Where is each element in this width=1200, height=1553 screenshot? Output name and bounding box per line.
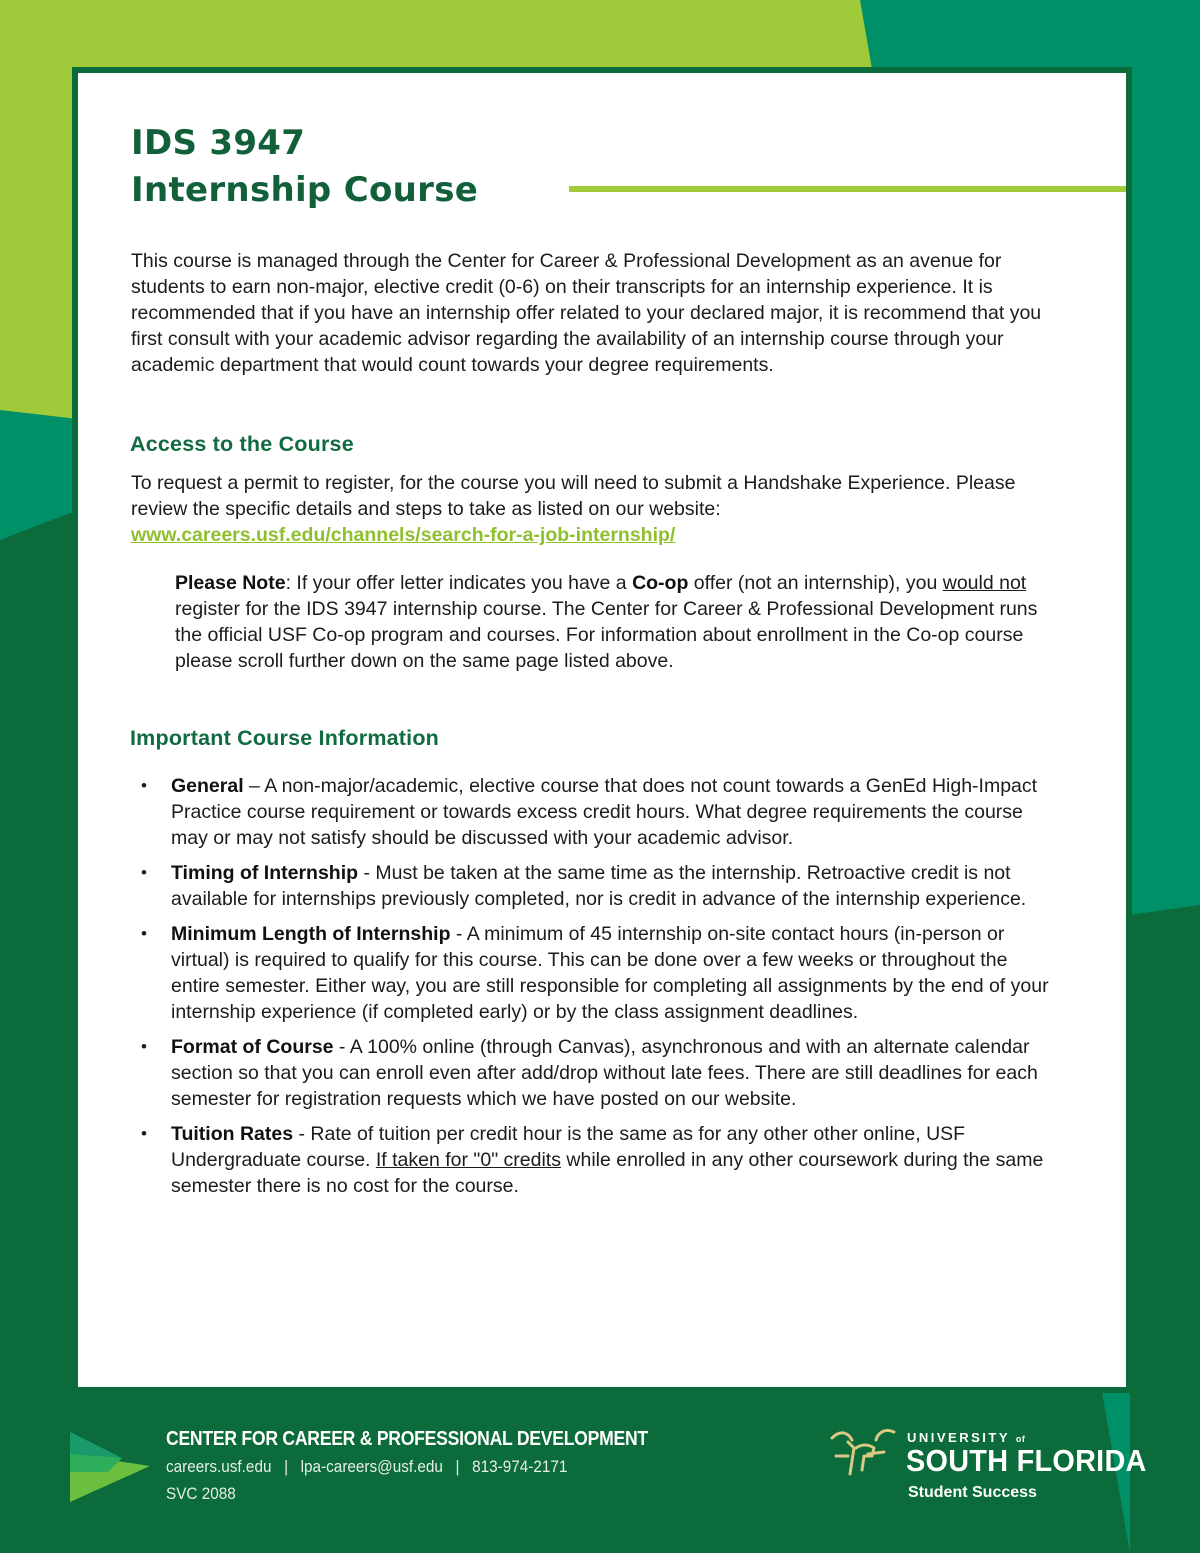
item-underlined: If taken for "0" credits — [375, 1149, 561, 1171]
footer-contact-line — [166, 1457, 567, 1477]
item-sep: - — [293, 1123, 311, 1145]
note-label: Please Note — [175, 572, 286, 594]
note-text-2: offer (not an internship), you — [688, 572, 943, 594]
list-item — [141, 921, 1061, 1025]
title-course-name: Internship Course — [131, 170, 479, 210]
bullet-icon: • — [141, 863, 147, 882]
list-item — [141, 1034, 1061, 1112]
info-heading: Important Course Information — [130, 726, 439, 750]
footer-separator: | — [284, 1457, 289, 1476]
info-list — [141, 773, 1061, 1208]
item-label: Timing of Internship — [171, 862, 359, 884]
item-text: Rate of tuition per credit hour is the same as for any other other online, USF Undergraduate course. — [171, 1123, 966, 1171]
item-sep: – — [243, 775, 265, 797]
footer-email[interactable]: lpa-careers@usf.edu — [300, 1457, 443, 1476]
note-text-3: register for the IDS 3947 internship course. The Center for Career & Professional Development runs the official USF Co-op program and courses. For information about enrollment in the Co-op course please scroll further down on the same page listed above. — [175, 598, 1038, 672]
usf-bull-logo-icon — [828, 1426, 898, 1480]
bullet-icon: • — [141, 1124, 147, 1143]
bullet-icon: • — [141, 776, 147, 795]
footer-phone: 813-974-2171 — [472, 1457, 568, 1476]
footer-website[interactable]: careers.usf.edu — [166, 1457, 272, 1476]
please-note — [175, 570, 1065, 674]
usf-of-word: of — [1015, 1434, 1026, 1444]
item-text: Must be taken at the same time as the internship. Retroactive credit is not available for internships previously completed, nor is credit in advance of the internship experience. — [171, 862, 1027, 910]
note-text-1: : If your offer letter indicates you have a — [285, 572, 633, 594]
footer-separator: | — [455, 1457, 460, 1476]
list-item — [141, 773, 1061, 851]
footer-location: SVC 2088 — [166, 1484, 236, 1503]
careers-website-link[interactable]: www.careers.usf.edu/channels/search-for-a-job-internship/ — [131, 524, 676, 546]
intro-paragraph: This course is managed through the Center for Career & Professional Development as an avenue for students to earn non-major, elective credit (0-6) on their transcripts for an internship experience. It is recommended that if you have an internship offer related to your declared major, it is recommend that you first consult with your academic advisor regarding the availability of an internship course through your academic department that would count towards your degree requirements. — [131, 250, 1042, 376]
item-sep: - — [450, 923, 467, 945]
page-title — [131, 120, 478, 214]
item-sep: - — [333, 1036, 350, 1058]
bullet-icon: • — [141, 924, 147, 943]
item-label: Minimum Length of Internship — [171, 923, 451, 945]
career-center-logo-icon — [68, 1432, 152, 1502]
list-item — [141, 860, 1061, 912]
item-text-2: while enrolled in any other coursework during the same semester there is no cost for the course. — [171, 1149, 1044, 1197]
center-name: CENTER FOR CAREER & PROFESSIONAL DEVELOPMENT — [166, 1428, 648, 1450]
item-text: A non-major/academic, elective course that does not count towards a GenEd High-Impact Practice course requirement or towards excess credit hours. What degree requirements the course may or may not satisfy should be discussed with your academic advisor. — [171, 775, 1038, 849]
item-label: Tuition Rates — [171, 1123, 294, 1145]
note-coop: Co-op — [632, 572, 689, 594]
note-would-not: would not — [942, 572, 1027, 594]
access-text: To request a permit to register, for the course you will need to submit a Handshake Experience. Please review the specific details and steps to take as listed on our website: — [131, 472, 1016, 520]
item-sep: - — [358, 862, 376, 884]
access-paragraph — [131, 470, 1071, 548]
list-item — [141, 1121, 1061, 1199]
usf-university-word: UNIVERSITY — [907, 1430, 1010, 1445]
title-rule — [569, 186, 1126, 192]
item-text: A 100% online (through Canvas), asynchronous and with an alternate calendar section so that you can enroll even after add/drop without late fees. There are still deadlines for each semester for registration requests which we have posted on our website. — [171, 1036, 1038, 1110]
access-heading: Access to the Course — [130, 432, 354, 456]
item-label: General — [171, 775, 244, 797]
usf-unit: Student Success — [908, 1484, 1037, 1501]
usf-name: SOUTH FLORIDA — [906, 1443, 1147, 1478]
title-course-code: IDS 3947 — [131, 123, 306, 163]
item-text: A minimum of 45 internship on-site contact hours (in-person or virtual) is required to qualify for this course. This can be done over a few weeks or throughout the entire semester. Either way, you are still responsible for completing all assignments by the end of your internship experience (if completed early) or by the class assignment deadlines. — [171, 923, 1049, 1023]
item-label: Format of Course — [171, 1036, 334, 1058]
bullet-icon: • — [141, 1037, 147, 1056]
